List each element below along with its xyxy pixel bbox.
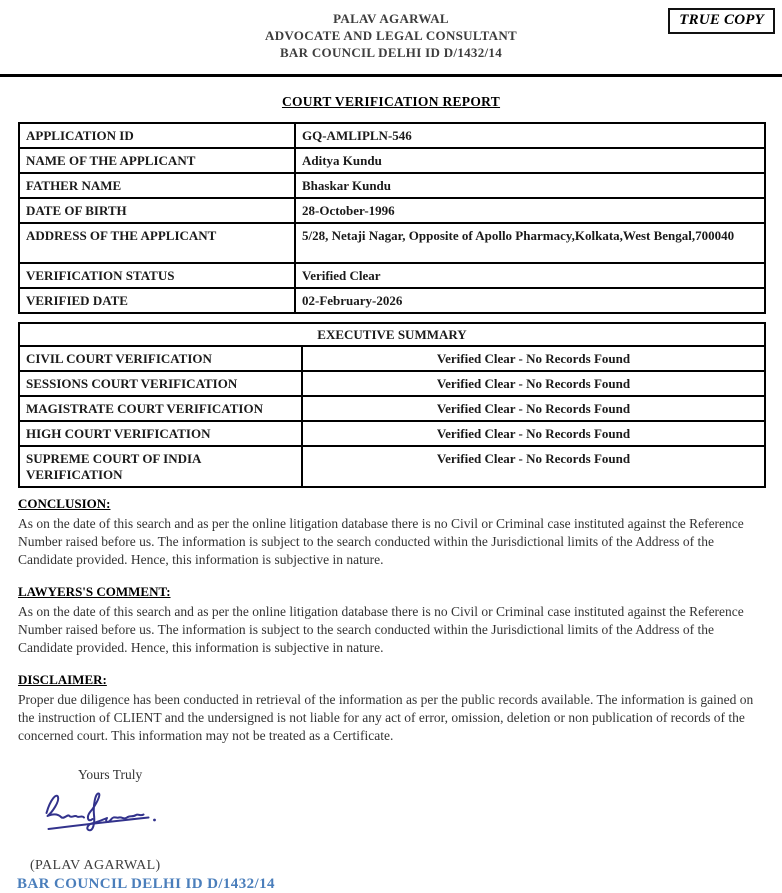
- table-row: [20, 287, 764, 312]
- table-row: [20, 370, 764, 395]
- table-row: [20, 262, 764, 287]
- signature-image: [38, 787, 178, 845]
- row-value: Verified Clear - No Records Found: [436, 376, 631, 391]
- row-label: MAGISTRATE COURT VERIFICATION: [20, 397, 303, 420]
- row-label: APPLICATION ID: [20, 124, 296, 147]
- row-value: Verified Clear - No Records Found: [436, 426, 631, 441]
- lawyers-comment-body: As on the date of this search and as per the online litigation database there is no Civil or Criminal case instituted against the Reference Number raised before us. The information is subject to the search conducted within the Jurisdictional limits of the Address of the Candidate provided. Hence, this information is subjective in nature.: [18, 604, 744, 655]
- signatory-name: (PALAV AGARWAL): [30, 858, 161, 873]
- advocate-name: PALAV AGARWAL: [333, 11, 449, 26]
- executive-summary-table: [18, 322, 766, 488]
- row-value: Verified Clear - No Records Found: [436, 451, 631, 466]
- executive-summary-header: EXECUTIVE SUMMARY: [317, 327, 467, 342]
- conclusion-body: As on the date of this search and as per the online litigation database there is no Civil or Criminal case instituted against the Reference Number raised before us. The information is subject to the search conducted within the Jurisdictional limits of the Address of the Candidate provided. Hence, this information is subjective in nature.: [18, 516, 744, 567]
- row-value: Verified Clear - No Records Found: [436, 351, 631, 366]
- row-label: ADDRESS OF THE APPLICANT: [20, 224, 296, 262]
- bar-council-id-header: BAR COUNCIL DELHI ID D/1432/14: [279, 45, 503, 60]
- row-label: VERIFIED DATE: [20, 289, 296, 312]
- table-row: [20, 147, 764, 172]
- row-label: FATHER NAME: [20, 174, 296, 197]
- table-row: [20, 172, 764, 197]
- conclusion-section: [18, 496, 764, 569]
- bar-council-id-footer: BAR COUNCIL DELHI ID D/1432/14: [17, 876, 275, 892]
- true-copy-stamp: TRUE COPY: [668, 8, 775, 34]
- row-value: 28-October-1996: [302, 203, 395, 218]
- letterhead: [0, 0, 782, 61]
- table-row: [20, 197, 764, 222]
- header-divider: [0, 74, 782, 77]
- row-value: Bhaskar Kundu: [302, 178, 392, 193]
- disclaimer-heading: DISCLAIMER:: [18, 672, 107, 687]
- row-label: HIGH COURT VERIFICATION: [20, 422, 303, 445]
- table-row: [20, 124, 764, 147]
- table-row: [20, 395, 764, 420]
- lawyers-comment-heading: LAWYERS'S COMMENT:: [18, 584, 171, 599]
- row-label: CIVIL COURT VERIFICATION: [20, 347, 303, 370]
- conclusion-heading: CONCLUSION:: [18, 496, 111, 511]
- page-title: COURT VERIFICATION REPORT: [281, 94, 501, 109]
- applicant-details-table: [18, 122, 766, 314]
- row-label: SUPREME COURT OF INDIA VERIFICATION: [20, 447, 303, 486]
- row-value: Verified Clear: [302, 268, 381, 283]
- table-row: [20, 420, 764, 445]
- disclaimer-section: [18, 672, 764, 745]
- row-value: Aditya Kundu: [302, 153, 382, 168]
- row-label: SESSIONS COURT VERIFICATION: [20, 372, 303, 395]
- row-value: 02-February-2026: [302, 293, 403, 308]
- salutation: Yours Truly: [78, 767, 143, 782]
- row-value: Verified Clear - No Records Found: [436, 401, 631, 416]
- row-label: VERIFICATION STATUS: [20, 264, 296, 287]
- row-label: DATE OF BIRTH: [20, 199, 296, 222]
- row-label: NAME OF THE APPLICANT: [20, 149, 296, 172]
- row-value: 5/28, Netaji Nagar, Opposite of Apollo Pharmacy,Kolkata,West Bengal,700040: [302, 228, 735, 243]
- advocate-designation: ADVOCATE AND LEGAL CONSULTANT: [265, 28, 517, 43]
- row-value: GQ-AMLIPLN-546: [302, 128, 412, 143]
- table-row: [20, 445, 764, 486]
- table-row: [20, 345, 764, 370]
- lawyers-comment-section: [18, 584, 764, 657]
- table-row: [20, 222, 764, 262]
- disclaimer-body: Proper due diligence has been conducted in retrieval of the information as per the public records available. The information is gained on the instruction of CLIENT and the undersigned is not liable for any act of error, omission, deletion or non publication of records of the concerned court. This information may not be treated as a Certificate.: [18, 692, 754, 743]
